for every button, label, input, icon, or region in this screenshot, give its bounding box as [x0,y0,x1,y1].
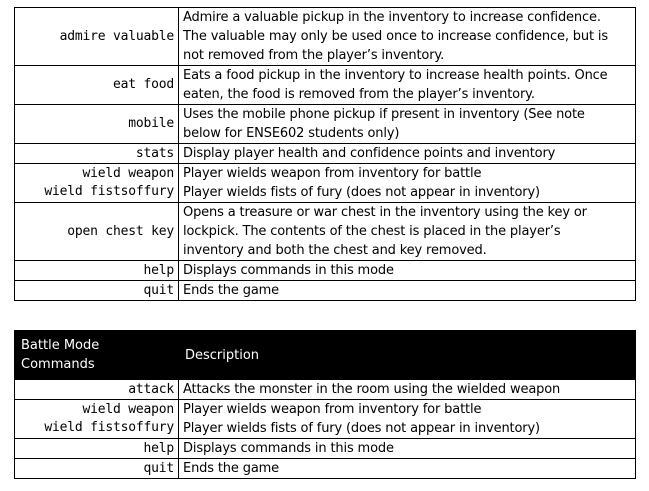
description-text: eaten, the food is removed from the player’s inventory. [183,87,535,102]
command-text: help [143,262,174,278]
table-row [15,203,636,261]
description-cell [179,261,636,281]
command-text: mobile [128,116,174,131]
command-text: help [143,440,174,456]
table-row [15,261,636,281]
battle-header-line: Commands [21,357,95,372]
general-commands-body [15,8,636,301]
description-cell [179,144,636,164]
description-cell [179,105,636,144]
command-cell [15,144,179,164]
command-cell [15,105,179,144]
description-cell [179,66,636,105]
description-cell [179,281,636,301]
description-text: The valuable may only be used once to increase confidence, but is [183,29,609,44]
description-cell [179,203,636,261]
table-row [15,459,636,479]
command-text: quit [143,460,174,476]
description-text: Ends the game [183,461,280,476]
description-text: Ends the game [183,283,280,298]
command-cell [15,261,179,281]
description-text: Player wields fists of fury (does not appear in inventory) [183,421,540,436]
description-text: not removed from the player’s inventory. [183,48,445,63]
description-cell [179,164,636,203]
table-row [15,144,636,164]
description-text: Uses the mobile phone pickup if present in inventory (See note [183,107,585,122]
command-text: wield weapon [82,166,174,181]
description-text: Player wields weapon from inventory for battle [183,402,482,417]
battle-header-description: Description [179,331,636,380]
command-text: wield weapon [82,402,174,417]
command-text: quit [143,282,174,298]
description-text: below for ENSE602 students only) [183,126,400,141]
battle-header-commands [15,331,179,380]
description-text: Eats a food pickup in the inventory to increase health points. Once [183,68,608,83]
table-row [15,380,636,400]
command-text: eat food [112,77,174,92]
description-cell [179,400,636,439]
battle-table-header-row [15,331,636,380]
command-text: wield fistsoffury [44,184,174,199]
command-cell [15,380,179,400]
table-row [15,105,636,144]
command-text: wield fistsoffury [44,420,174,435]
command-cell [15,459,179,479]
description-text: inventory and both the chest and key removed. [183,243,487,258]
table-row [15,8,636,66]
description-cell [179,8,636,66]
description-text: Player wields fists of fury (does not appear in inventory) [183,185,540,200]
description-text: Displays commands in this mode [183,441,394,456]
command-cell [15,164,179,203]
command-text: open chest key [67,223,174,239]
description-cell [179,459,636,479]
battle-mode-commands-table [14,330,636,479]
description-text: Attacks the monster in the room using the wielded weapon [183,382,561,397]
command-cell [15,8,179,66]
command-cell [15,66,179,105]
description-text: Displays commands in this mode [183,263,394,278]
description-text: lockpick. The contents of the chest is placed in the player’s [183,224,561,239]
command-text: stats [135,145,174,161]
command-cell [15,281,179,301]
command-cell [15,203,179,261]
description-text: Player wields weapon from inventory for battle [183,166,482,181]
command-cell [15,439,179,459]
table-row [15,281,636,301]
table-row [15,66,636,105]
general-commands-table [14,7,636,301]
table-row [15,400,636,439]
command-cell [15,400,179,439]
command-text: admire valuable [59,28,174,44]
command-text: attack [128,381,174,397]
table-row [15,164,636,203]
battle-header-line: Battle Mode [21,338,100,353]
table-row [15,439,636,459]
battle-commands-body [15,380,636,479]
description-text: Admire a valuable pickup in the inventory to increase confidence. [183,10,601,25]
description-text: Opens a treasure or war chest in the inventory using the key or [183,205,587,220]
description-cell [179,439,636,459]
description-text: Display player health and confidence points and inventory [183,146,556,161]
description-cell [179,380,636,400]
